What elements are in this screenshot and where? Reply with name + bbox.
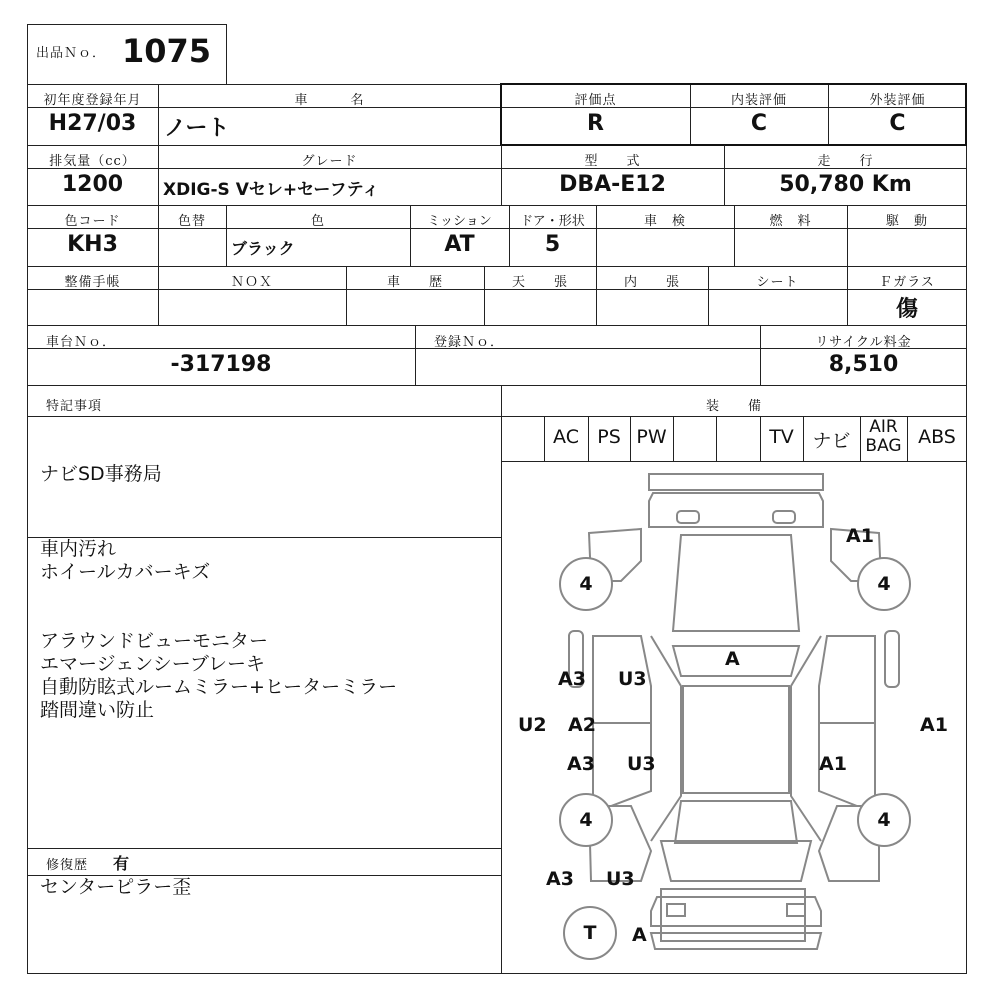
- damage-mark: A1: [819, 753, 847, 775]
- reg-year-label: 初年度登録年月: [43, 93, 142, 108]
- fglass-label: Ｆガラス: [879, 275, 935, 290]
- chassis-label: 車台Ｎｏ．: [46, 335, 117, 350]
- tire-front-left: 4: [559, 557, 613, 611]
- displacement-label: 排気量（cc）: [49, 154, 136, 169]
- mission-label: ミッション: [427, 214, 492, 229]
- inner-label: 内 張: [623, 275, 680, 290]
- car-name-label: 車 名: [294, 93, 365, 108]
- equip-airbag: AIR BAG: [865, 417, 902, 456]
- equip-abs: ABS: [918, 426, 956, 448]
- spare-tire: T: [563, 906, 617, 960]
- notes-line: アラウンドビューモニター: [40, 630, 269, 652]
- mileage-value: 50,780 Km: [779, 172, 912, 197]
- displacement-value: 1200: [61, 172, 124, 197]
- interior-value: C: [750, 111, 768, 136]
- lot-label: 出品Ｎｏ．: [36, 46, 107, 61]
- door-label: ドア・形状: [520, 214, 585, 229]
- damage-mark: A1: [846, 525, 874, 547]
- damage-mark: A1: [920, 714, 948, 736]
- equip-ps: PS: [597, 426, 621, 448]
- damage-mark: A3: [567, 753, 595, 775]
- damage-mark: A3: [546, 868, 574, 890]
- drive-label: 駆 動: [885, 214, 928, 229]
- fuel-label: 燃 料: [769, 214, 812, 229]
- registration-label: 登録Ｎｏ．: [434, 335, 505, 350]
- model-value: DBA-E12: [559, 172, 666, 197]
- color-code-value: KH3: [67, 232, 118, 257]
- equip-navi: ナビ: [812, 430, 851, 452]
- mileage-label: 走 行: [817, 154, 874, 169]
- recycle-value: 8,510: [828, 352, 899, 377]
- notes-line: 自動防眩式ルームミラー+ヒーターミラー: [40, 676, 398, 698]
- door-value: 5: [544, 232, 561, 257]
- notes-line: ナビSD事務局: [40, 463, 162, 485]
- lot-number: 1075: [122, 32, 212, 70]
- damage-mark: A: [725, 648, 740, 670]
- mission-value: AT: [444, 232, 475, 257]
- damage-mark: U3: [618, 668, 647, 690]
- damage-mark: U3: [627, 753, 656, 775]
- equip-pw: PW: [636, 426, 667, 448]
- tire-rear-left: 4: [559, 793, 613, 847]
- equip-tv: TV: [769, 426, 794, 448]
- model-label: 型 式: [584, 154, 641, 169]
- car-name-value: ノート: [164, 116, 230, 141]
- notes-line: ホイールカバーキズ: [40, 561, 211, 583]
- tire-front-right: 4: [857, 557, 911, 611]
- damage-mark: U2: [518, 714, 547, 736]
- repair-detail: センターピラー歪: [40, 876, 192, 898]
- repair-value: 有: [113, 854, 130, 873]
- roof-label: 天 張: [511, 275, 568, 290]
- interior-label: 内装評価: [730, 93, 787, 108]
- grade-label: グレード: [301, 154, 358, 169]
- color-change-label: 色替: [177, 214, 206, 229]
- inspection-label: 車 検: [643, 214, 686, 229]
- color-value: ブラック: [231, 239, 295, 258]
- reg-year-value: H27/03: [48, 111, 137, 136]
- color-code-label: 色コード: [64, 214, 121, 229]
- seat-label: シート: [756, 275, 799, 290]
- damage-mark: A: [632, 924, 647, 946]
- maintenance-label: 整備手帳: [64, 275, 121, 290]
- equip-ac: AC: [553, 426, 579, 448]
- score-label: 評価点: [574, 93, 617, 108]
- history-label: 車 歴: [386, 275, 443, 290]
- fglass-value: 傷: [895, 297, 918, 322]
- exterior-label: 外装評価: [869, 93, 926, 108]
- notes-line: エマージェンシーブレーキ: [40, 653, 266, 675]
- score-value: R: [587, 111, 604, 136]
- tire-rear-right: 4: [857, 793, 911, 847]
- equipment-label: 装 備: [705, 399, 762, 414]
- notes-label: 特記事項: [46, 399, 103, 414]
- exterior-value: C: [889, 111, 906, 136]
- notes-line: 踏間違い防止: [40, 699, 155, 721]
- damage-mark: A3: [558, 668, 586, 690]
- notes-line: 車内汚れ: [40, 538, 117, 560]
- nox-label: ＮＯＸ: [230, 275, 273, 290]
- recycle-label: リサイクル料金: [815, 335, 912, 350]
- grade-value: XDIG-S Vセレ+セーフティ: [163, 180, 380, 200]
- chassis-value: -317198: [170, 352, 272, 377]
- color-label: 色: [310, 214, 325, 229]
- repair-label: 修復歴: [46, 858, 89, 873]
- damage-mark: A2: [568, 714, 596, 736]
- damage-mark: U3: [606, 868, 635, 890]
